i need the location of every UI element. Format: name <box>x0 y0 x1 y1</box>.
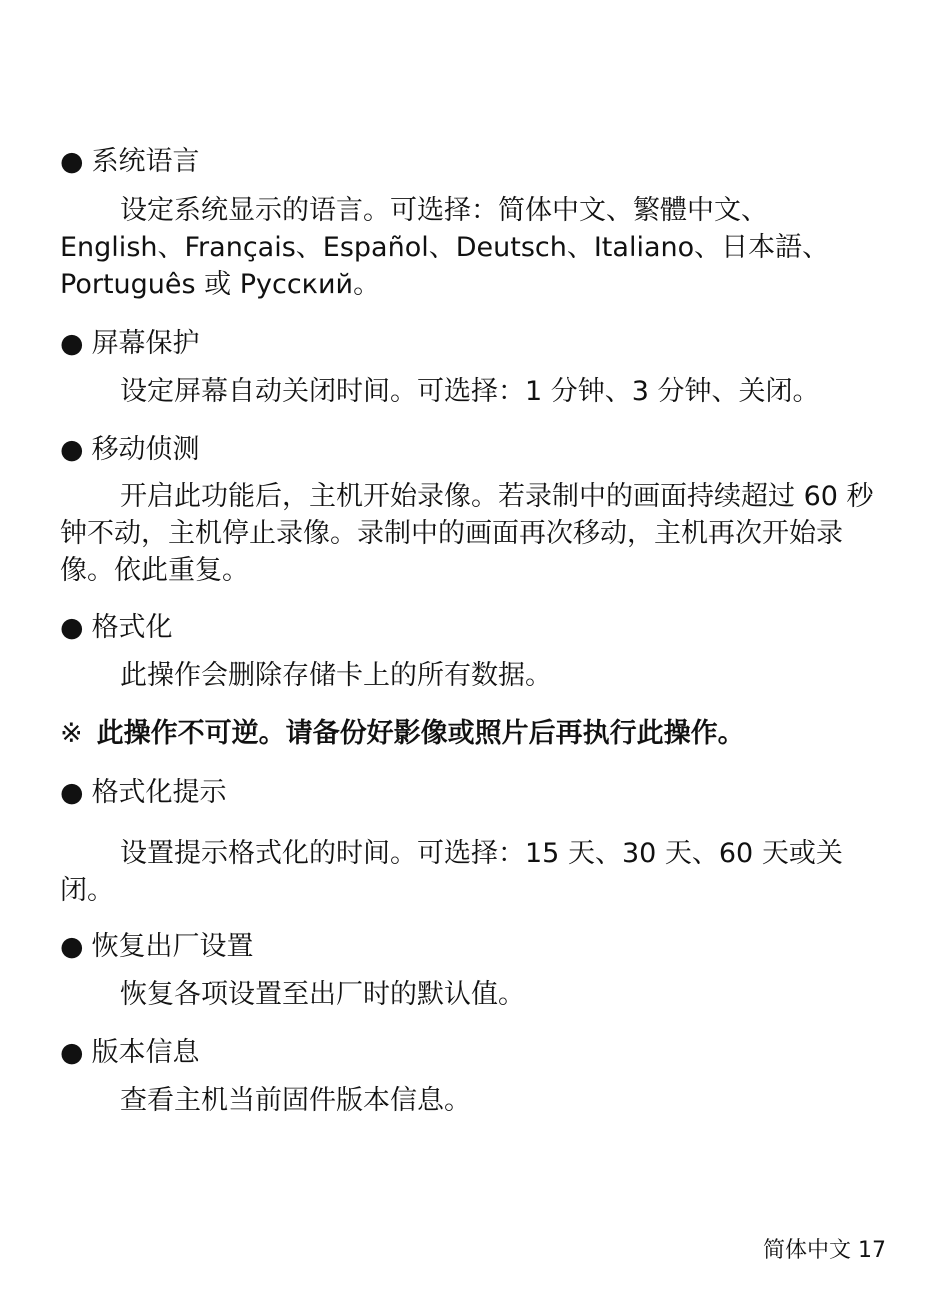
section-heading-format <box>60 610 173 646</box>
warning-note <box>60 716 745 752</box>
section-heading-version-info <box>60 1035 200 1071</box>
section-title: 版本信息 <box>91 1037 200 1068</box>
section-heading-format-reminder <box>60 775 227 811</box>
footer-language: 简体中文 <box>762 1238 851 1263</box>
bullet-icon: ● <box>60 612 84 643</box>
warning-text: 此操作不可逆。请备份好影像或照片后再执行此操作。 <box>96 718 745 749</box>
section-body-version-info: 查看主机当前固件版本信息。 <box>120 1085 471 1116</box>
page-number: 17 <box>858 1238 886 1263</box>
section-title: 格式化 <box>91 612 173 643</box>
section-body-system-language: 设定系统显示的语言。可选择：简体中文、繁體中文、English、Français、Español、Deutsch、Italiano、日本語、Português 或 Русский。 <box>60 195 830 300</box>
section-body-format: 此操作会删除存储卡上的所有数据。 <box>120 660 552 691</box>
section-title: 移动侦测 <box>91 434 200 465</box>
section-title: 恢复出厂设置 <box>91 931 254 962</box>
section-body-motion-detection: 开启此功能后，主机开始录像。若录制中的画面持续超过 60 秒钟不动，主机停止录像。录制中的画面再次移动，主机再次开始录像。依此重复。 <box>60 481 874 586</box>
section-heading-motion-detection <box>60 432 200 468</box>
section-title: 屏幕保护 <box>91 328 200 359</box>
warning-mark: ※ <box>60 718 83 749</box>
bullet-icon: ● <box>60 1037 84 1068</box>
section-heading-factory-reset <box>60 929 254 965</box>
bullet-icon: ● <box>60 328 84 359</box>
section-title: 系统语言 <box>91 146 200 177</box>
section-title: 格式化提示 <box>91 777 227 808</box>
bullet-icon: ● <box>60 434 84 465</box>
bullet-icon: ● <box>60 931 84 962</box>
bullet-icon: ● <box>60 777 84 808</box>
section-body-format-reminder: 设置提示格式化的时间。可选择：15 天、30 天、60 天或关闭。 <box>60 838 843 906</box>
section-heading-system-language <box>60 144 200 180</box>
section-heading-screensaver <box>60 326 200 362</box>
bullet-icon: ● <box>60 146 84 177</box>
section-body-factory-reset: 恢复各项设置至出厂时的默认值。 <box>120 979 525 1010</box>
section-body-screensaver: 设定屏幕自动关闭时间。可选择：1 分钟、3 分钟、关闭。 <box>120 376 820 407</box>
page-footer <box>763 1236 886 1266</box>
